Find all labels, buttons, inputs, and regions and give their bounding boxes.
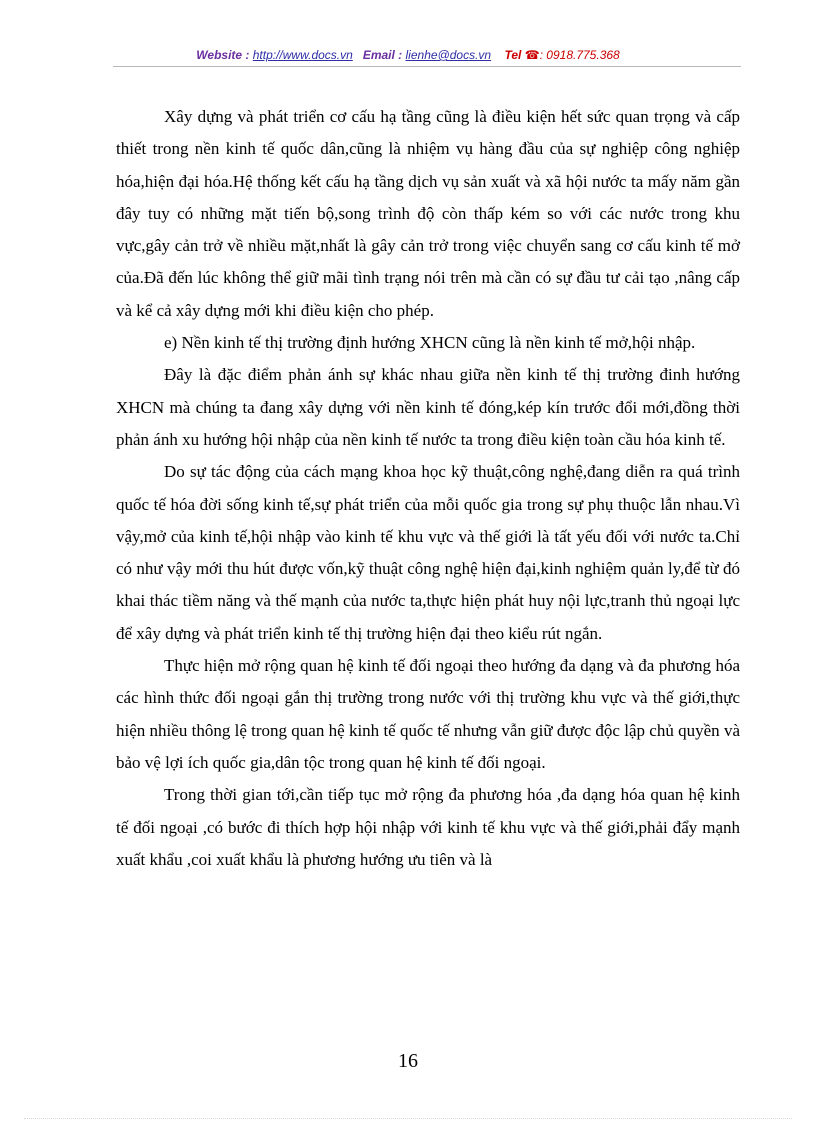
- email-link[interactable]: lienhe@docs.vn: [405, 48, 492, 62]
- header-divider: [113, 66, 741, 67]
- phone-number: : 0918.775.368: [539, 48, 620, 62]
- page-bottom-border: [24, 1118, 792, 1119]
- website-label: Website :: [196, 48, 250, 62]
- document-body: [116, 101, 740, 876]
- page-header: [0, 48, 816, 62]
- paragraph: Do sự tác động của cách mạng khoa học kỹ thuật,công nghệ,đang diễn ra quá trình quốc tế hóa đời sống kinh tế,sự phát triển của mỗi quốc gia trong sự phụ thuộc lẫn nhau.Vì vậy,mở của kinh tế,hội nhập vào kinh tế khu vực và thế giới là tất yếu đối với nước ta.Chỉ có như vậy mới thu hút được vốn,kỹ thuật công nghệ hiện đại,kinh nghiệm quản ly,để từ đó khai thác tiềm năng và thế mạnh của nước ta,thực hiện phát huy nội lực,tranh thủ ngoại lực để xây dựng và phát triển kinh tế thị trường hiện đại theo kiểu rút ngắn.: [116, 462, 740, 643]
- paragraph: Thực hiện mở rộng quan hệ kinh tế đối ngoại theo hướng đa dạng và đa phương hóa các hình thức đối ngoại gắn thị trường trong nước với thị trường khu vực và thế giới,thực hiện nhiều thông lệ trong quan hệ kinh tế quốc tế nhưng vẫn giữ được độc lập chủ quyền và bảo vệ lợi ích quốc gia,dân tộc trong quan hệ kinh tế đối ngoại.: [116, 656, 740, 772]
- email-label: Email :: [362, 48, 403, 62]
- paragraph: Đây là đặc điểm phản ánh sự khác nhau giữa nền kinh tế thị trường đinh hướng XHCN mà chúng ta đang xây dựng với nền kinh tế đóng,kép kín trước đổi mới,đồng thời phản ánh xu hướng hội nhập của nền kinh tế nước ta trong điều kiện toàn cầu hóa kinh tế.: [116, 365, 740, 449]
- phone-icon: ☎: [524, 48, 540, 62]
- paragraph: e) Nền kinh tế thị trường định hướng XHCN cũng là nền kinh tế mở,hội nhập.: [164, 333, 696, 353]
- paragraph: Xây dựng và phát triển cơ cấu hạ tầng cũng là điều kiện hết sức quan trọng và cấp thiết trong nền kinh tế quốc dân,cũng là nhiệm vụ hàng đầu của sự nghiệp công nghiệp hóa,hiện đại hóa.Hệ thống kết cấu hạ tầng dịch vụ sản xuất và xã hội nước ta mấy năm gần đây tuy có những mặt tiến bộ,song trình độ còn thấp kém so với các nước trong khu vực,gây cản trở về nhiều mặt,nhất là gây cản trở trong việc chuyển sang cơ cấu kinh tế mở của.Đã đến lúc không thể giữ mãi tình trạng nói trên mà cần có sự đầu tư cải tạo ,nâng cấp và kể cả xây dựng mới khi điều kiện cho phép.: [116, 107, 740, 320]
- website-link[interactable]: http://www.docs.vn: [252, 48, 353, 62]
- paragraph: Trong thời gian tới,cần tiếp tục mở rộng đa phương hóa ,đa dạng hóa quan hệ kinh tế đối ngoại ,có bước đi thích hợp hội nhập với kinh tế khu vực và thế giới,phải đẩy mạnh xuất khẩu ,coi xuất khẩu là phương hướng ưu tiên và là: [116, 785, 740, 869]
- page-number: 16: [398, 1050, 418, 1072]
- tel-label: Tel: [504, 48, 522, 62]
